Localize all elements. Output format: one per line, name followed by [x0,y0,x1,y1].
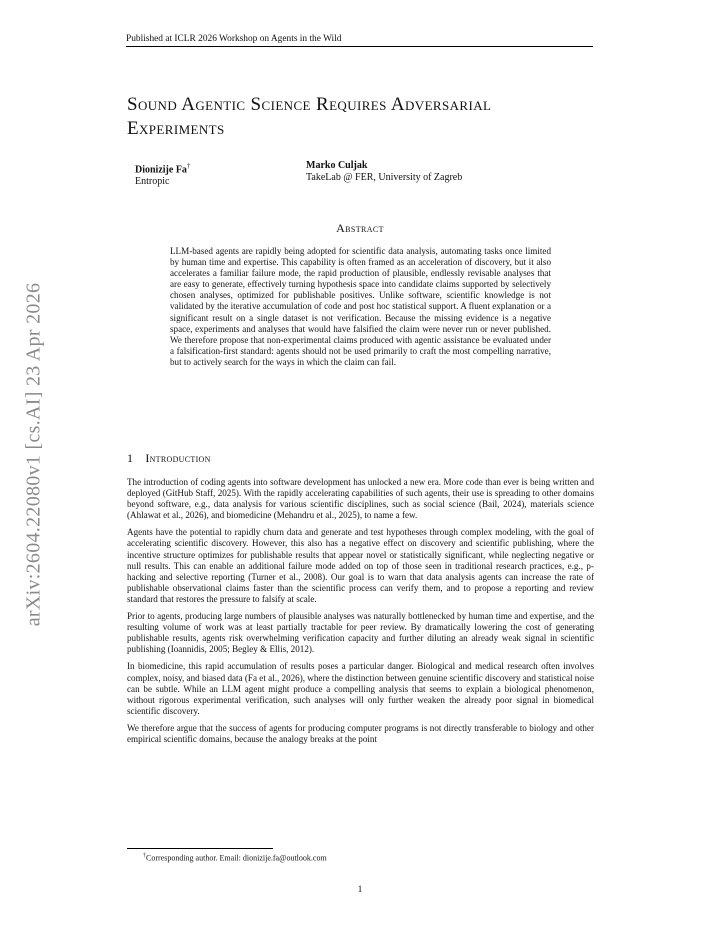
abstract-text: LLM-based agents are rapidly being adopted for scientific data analysis, automating tasks once limited by human time and expertise. This capability is often framed as an acceleration of discovery, but it also accelerates a familiar failure mode, the rapid production of plausible, endlessly revisable analyses that are easy to generate, effectively turning hypothesis space into candidate claims supported by selectively chosen analyses, optimized for publishable positives. Unlike software, scientific knowledge is not validated by the iterative accumulation of code and post hoc statistical support. A fluent explanation or a significant result on a single dataset is not verification. Because the missing evidence is a negative space, experiments and analyses that would have falsified the claim were never run or never published. We therefore propose that non-experimental claims produced with agentic assistance be evaluated under a falsification-first standard: agents should not be used primarily to craft the most compelling narrative, but to actively search for the ways in which the claim can fail. [170,246,551,367]
body-text [127,477,594,751]
arxiv-stamp [16,264,52,644]
paragraph: In biomedicine, this rapid accumulation of results poses a particular danger. Biological and medical research often involves complex, noisy, and biased data (Fa et al., 2026), where the distinction between genuine scientific discovery and statistical noise can be subtle. While an LLM agent might produce a compelling analysis that seems to explain a biological phenomenon, without rigorous experimental verification, such analyses will only further weaken the already poor signal in biomedical scientific discovery. [127,661,594,716]
author-affiliation: TakeLab @ FER, University of Zagreb [306,172,463,183]
title-line-1: Sound Agentic Science Requires Adversarial [127,94,492,115]
paper-title [127,93,597,141]
abstract-heading: Abstract [336,221,384,235]
page-number: 1 [357,885,363,895]
footnote-text: Corresponding author. Email: dionizije.fa@outlook.com [146,853,327,863]
footnote [143,851,327,864]
author-1 [135,160,190,188]
section-title: Introduction [145,451,211,465]
title-line-2: Experiments [127,118,225,139]
section-number: 1 [127,451,134,465]
author-2 [306,160,462,184]
arxiv-id: arXiv:2604.22080v1 [cs.AI] 23 Apr 2026 [22,282,45,626]
footnote-mark: † [143,853,146,859]
paragraph: We therefore argue that the success of agents for producing computer programs is not directly transferable to biology and other empirical scientific domains, because the analogy breaks at the point [127,722,594,744]
author-name: Marko Culjak [306,160,368,171]
paragraph: The introduction of coding agents into software development has unlocked a new era. More code than ever is being written and deployed (GitHub Staff, 2025). With the rapidly accelerating capabilities of such agents, their use is spreading to other domains beyond software, e.g., data analysis for various scientific disciplines, such as social science (Bail, 2024), materials science (Ahlawat et al., 2026), and biomedicine (Mehandru et al., 2025), to name a few. [127,477,594,521]
running-header: Published at ICLR 2026 Workshop on Agents in the Wild [126,33,593,47]
section-heading [127,451,211,466]
author-affiliation: Entropic [135,176,170,188]
footnote-rule [127,848,273,849]
paragraph: Agents have the potential to rapidly churn data and generate and test hypotheses through complex modeling, with the goal of accelerating scientific discovery. However, this also has a negative effect on discovery and scientific publishing, where the incentive structure optimizes for publishable results that appear novel or statistically significant, while neglecting negative or null results. This can enable an additional failure mode added on top of those seen in traditional research practices, e.g., p-hacking and selective reporting (Turner et al., 2008). Our goal is to warn that data analysis agents can increase the rate of publishable observational claims faster than the scientific process can verify them, and to propose a reporting and review standard that restores the pressure to falsify at scale. [127,527,594,604]
author-name: Dionizije Fa [135,164,187,176]
author-mark: † [186,162,191,170]
paragraph: Prior to agents, producing large numbers of plausible analyses was naturally bottlenecked by human time and expertise, and the resulting volume of work was at least partially tractable for peer review. By dramatically lowering the cost of generating publishable results, agents risk overwhelming verification capacity and further diluting an already weak signal in scientific publishing (Ioannidis, 2005; Begley & Ellis, 2012). [127,611,594,655]
